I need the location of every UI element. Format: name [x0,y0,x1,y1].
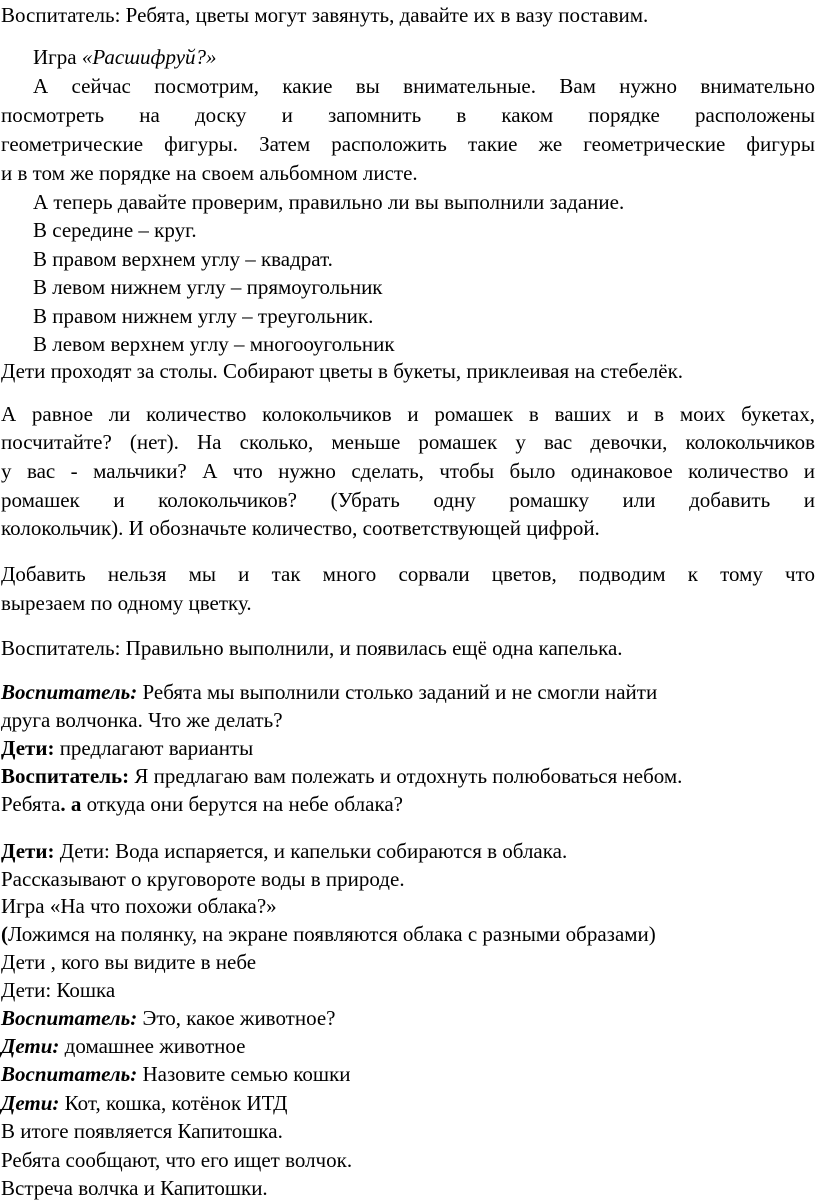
speech-text: Это, какое животное? [137,1006,336,1030]
speaker-label: Дети: [1,1034,60,1058]
dialogue-line [1,1032,245,1061]
dialogue-line [1,1060,351,1089]
game-prefix: Игра [33,45,82,69]
speaker-label: Воспитатель: [1,680,138,704]
speech-text: домашнее животное [59,1034,246,1058]
text-line: у вас - мальчики? А что нужно сделать, чтобы было одинаковое количество и [1,459,815,483]
text-line: посмотреть на доску и запомнить в каком порядке расположены [1,103,815,127]
list-item: В левом верхнем углу – многооугольник [33,332,395,356]
text-line: В итоге появляется Капитошка. [1,1119,283,1143]
text-line: геометрические фигуры. Затем расположить такие же геометрические фигуры [1,132,815,156]
text-line: Встреча волчка и Капитошки. [1,1176,268,1200]
speech-text: предлагают варианты [54,736,254,760]
speech-text: Кот, кошка, котёнок ИТД [59,1091,288,1115]
text-line: ромашек и колокольчиков? (Убрать одну ромашку или добавить и [1,488,815,512]
text-line: А равное ли количество колокольчиков и ромашек в ваших и в моих букетах, [1,402,815,426]
speech-text: Ложимся на полянку, на экране появляются облака с разными образами) [8,922,656,946]
text-line [1,790,403,819]
game-title-decode [33,43,217,72]
text-line: друга волчонка. Что же делать? [1,708,283,732]
speaker-label: Дети: [1,736,55,760]
text-line: А сейчас посмотрим, какие вы внимательные. Вам нужно внимательно [33,74,815,98]
text-line: Игра «На что похожи облака?» [1,894,277,918]
dialogue-line [1,837,567,866]
dialogue-line [1,1089,288,1118]
speech-text: Назовите семью кошки [137,1062,351,1086]
list-item: В середине – круг. [33,218,197,242]
text-line: Добавить нельзя мы и так много сорвали цветов, подводим к тому что [1,562,815,586]
dialogue-line [1,678,657,707]
speaker-label: Воспитатель: [1,764,130,788]
speech-bold: . а [60,792,82,816]
paren-bold: ( [1,922,8,946]
game-name: «Расшифруй?» [81,45,217,69]
speech-text: Я предлагаю вам полежать и отдохнуть полюбоваться небом. [129,764,683,788]
speaker-label: Воспитатель: [1,1006,138,1030]
text-line: Дети: Кошка [1,978,116,1002]
list-item: В левом нижнем углу – прямоугольник [33,275,383,299]
dialogue-line [1,734,253,763]
paragraph-intro: Воспитатель: Ребята, цветы могут завянуть, давайте их в вазу поставим. [1,3,649,27]
text-line: А теперь давайте проверим, правильно ли вы выполнили задание. [33,190,625,214]
speaker-label: Воспитатель: [1,1062,138,1086]
text-line: посчитайте? (нет). На сколько, меньше ромашек у вас девочки, колокольчиков [1,430,815,454]
dialogue-line [1,762,682,791]
speech-text: Ребята мы выполнили столько заданий и не смогли найти [137,680,658,704]
text-line: Дети проходят за столы. Собирают цветы в букеты, приклеивая на стебелёк. [1,359,684,383]
text-line: Воспитатель: Правильно выполнили, и появилась ещё одна капелька. [1,636,623,660]
text-line: и в том же порядке на своем альбомном листе. [1,161,418,185]
speech-text: Дети: Вода испаряется, и капельки собираются в облака. [54,839,568,863]
text-line: Дети , кого вы видите в небе [1,950,257,974]
dialogue-line [1,1004,336,1033]
text-line: вырезаем по одному цветку. [1,591,252,615]
speaker-label: Дети: [1,1091,60,1115]
text-line [1,920,656,949]
text-line: Рассказывают о круговороте воды в природе. [1,867,405,891]
speech-text: Ребята [1,792,61,816]
speaker-label: Дети: [1,839,55,863]
text-line: колокольчик). И обозначьте количество, соответствующей цифрой. [1,516,600,540]
list-item: В правом нижнем углу – треугольник. [33,304,374,328]
speech-text: откуда они берутся на небе облака? [81,792,403,816]
list-item: В правом верхнем углу – квадрат. [33,247,333,271]
text-line: Ребята сообщают, что его ищет волчок. [1,1148,353,1172]
